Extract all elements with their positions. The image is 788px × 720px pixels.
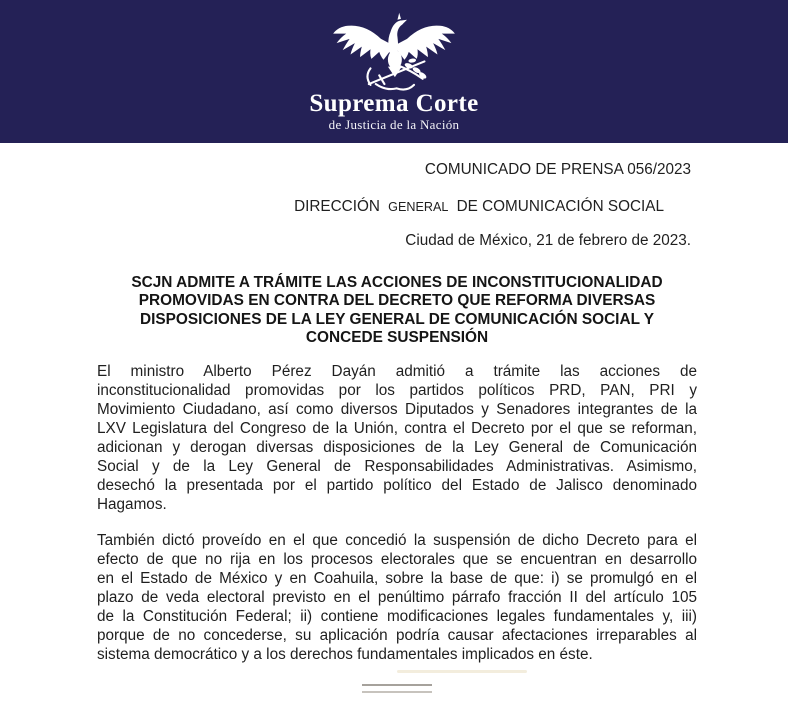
dateline: Ciudad de México, 21 de febrero de 2023. — [405, 232, 691, 249]
headline-line: DISPOSICIONES DE LA LEY GENERAL DE COMUNICACIÓN SOCIAL Y — [140, 310, 654, 328]
paragraph-line: El ministro Alberto Pérez Dayán admitió a trámite las acciones de — [97, 363, 697, 381]
header-banner — [0, 0, 788, 143]
scan-artifact — [397, 670, 527, 673]
department-rest: DE COMUNICACIÓN SOCIAL — [456, 198, 664, 215]
divider-rule — [362, 684, 432, 693]
scjn-eagle-emblem-icon — [328, 11, 460, 91]
headline — [97, 274, 697, 347]
headline-line: SCJN ADMITE A TRÁMITE LAS ACCIONES DE INCONSTITUCIONALIDAD — [131, 274, 663, 291]
paragraph-line: LXV Legislatura del Congreso de la Unión, contra el Decreto por el que se reforman, — [97, 420, 697, 438]
paragraph-line: sistema democrático y a los derechos fundamentales implicados en éste. — [97, 646, 593, 664]
org-name: Suprema Corte — [309, 90, 479, 117]
paragraph-line: porque de no concederse, su aplicación podría causar afectaciones irreparables al — [97, 627, 697, 645]
paragraph-line: También dictó proveído en el que concedió la suspensión de dicho Decreto para el — [97, 532, 697, 550]
org-subtitle: de Justicia de la Nación — [328, 117, 460, 132]
press-release-number: COMUNICADO DE PRENSA 056/2023 — [424, 161, 691, 178]
paragraph-line: Hagamos. — [97, 496, 167, 514]
paragraph-2 — [97, 531, 697, 664]
department-word-direccion: DIRECCIÓN — [294, 198, 380, 215]
paragraph-line: desechó la presentada por el partido político del Estado de Jalisco denominado — [97, 477, 697, 495]
paragraph-line: de la Constitución Federal; ii) contiene modificaciones legales fundamentales y, iii) — [97, 608, 697, 626]
paragraph-line: Movimiento Ciudadano, así como diversos Diputados y Senadores integrantes de la — [97, 401, 697, 419]
paragraph-line: inconstitucionalidad promovidas por los partidos políticos PRD, PAN, PRI y — [97, 382, 697, 400]
headline-line: PROMOVIDAS EN CONTRA DEL DECRETO QUE REFORMA DIVERSAS — [138, 292, 656, 310]
paragraph-line: plazo de veda electoral previsto en el penúltimo párrafo fracción II del artículo 105 — [97, 589, 697, 607]
paragraph-line: efecto de que no rija en los procesos electorales que se encuentran en desarrollo — [97, 551, 697, 569]
department-word-general: GENERAL — [388, 200, 449, 214]
paragraph-line: Social y de la Ley General de Responsabilidades Administrativas. Asimismo, — [97, 458, 697, 476]
paragraph-1 — [97, 362, 697, 514]
paragraph-line: adicionan y derogan diversas disposiciones de la Ley General de Comunicación — [97, 439, 697, 457]
department-line — [97, 197, 697, 217]
document-body — [97, 160, 697, 693]
paragraph-line: en el Estado de México y en Coahuila, sobre la base de que: i) se promulgó en el — [97, 570, 697, 588]
headline-line: CONCEDE SUSPENSIÓN — [305, 328, 489, 346]
